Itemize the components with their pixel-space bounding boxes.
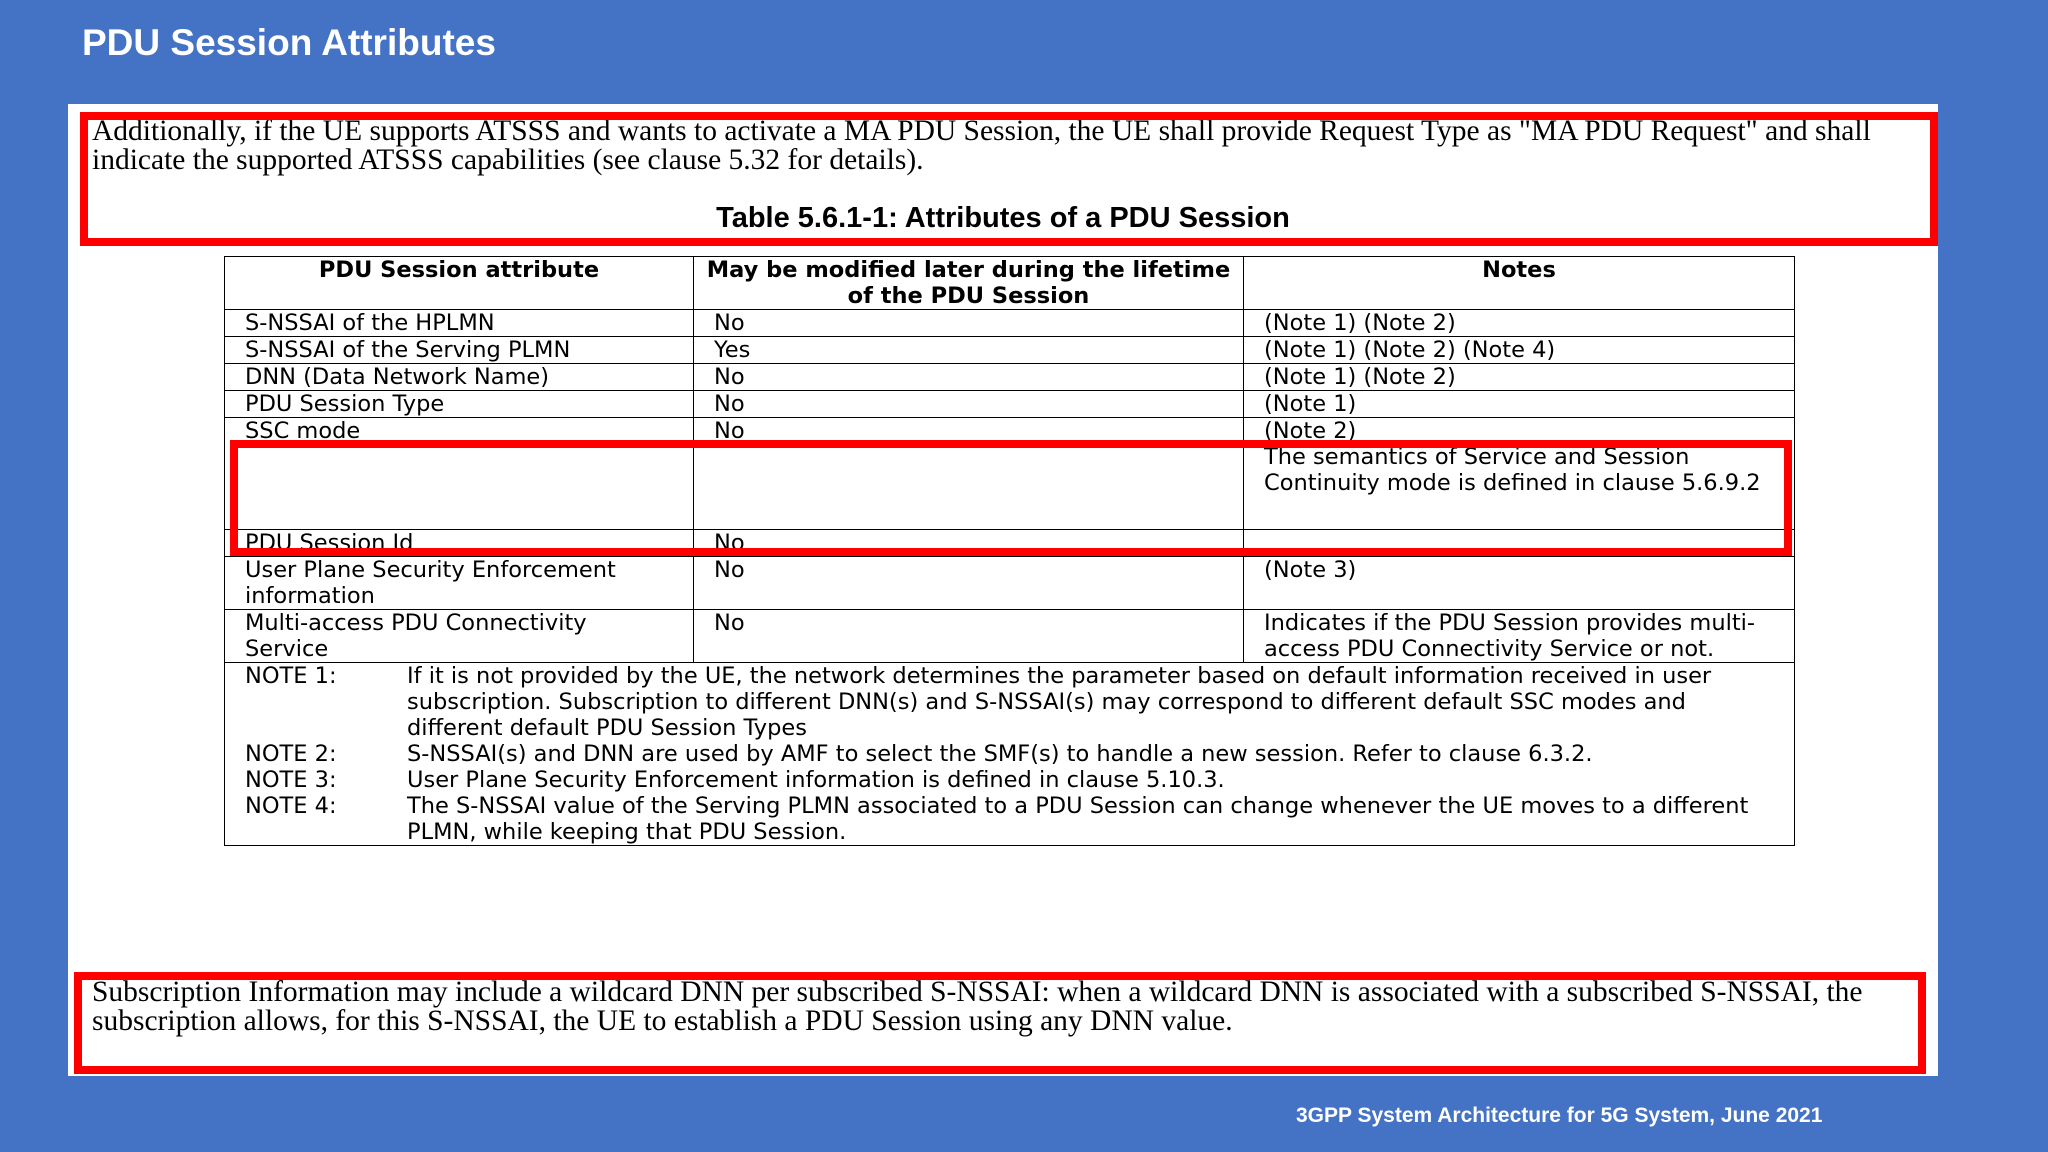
header-modifiable: May be modified later during the lifetime of the PDU Session — [694, 257, 1244, 310]
table-row — [225, 530, 1795, 557]
attribute-cell: PDU Session Id — [225, 530, 694, 557]
notes-cell: Indicates if the PDU Session provides multi-access PDU Connectivity Service or not. — [1244, 610, 1795, 663]
footnote-label: NOTE 1: — [245, 663, 337, 689]
notes-cell — [1244, 530, 1795, 557]
footnote — [245, 741, 1774, 767]
table-row — [225, 337, 1795, 364]
modifiable-cell: No — [694, 610, 1244, 663]
table-caption: Table 5.6.1-1: Attributes of a PDU Session — [716, 202, 1290, 234]
notes-cell: (Note 1) (Note 2) — [1244, 364, 1795, 391]
attribute-cell: S-NSSAI of the Serving PLMN — [225, 337, 694, 364]
table-row — [225, 557, 1795, 610]
slide-footer: 3GPP System Architecture for 5G System, June 2021 — [1296, 1104, 1823, 1127]
table-row — [225, 310, 1795, 337]
table-row — [225, 364, 1795, 391]
header-notes: Notes — [1244, 257, 1795, 310]
modifiable-cell: No — [694, 364, 1244, 391]
attributes-table — [224, 256, 1795, 846]
notes-cell: (Note 1) — [1244, 391, 1795, 418]
footnote — [245, 793, 1774, 845]
intro-paragraph: Additionally, if the UE supports ATSSS and wants to activate a MA PDU Session, the UE shall provide Request Type as "MA PDU Request" and shall indicate the supported ATSSS capabilities (see clause 5.32 for details). — [92, 115, 1871, 176]
modifiable-cell: No — [694, 557, 1244, 610]
modifiable-cell: No — [694, 310, 1244, 337]
table-row — [225, 610, 1795, 663]
modifiable-cell: No — [694, 530, 1244, 557]
notes-cell: (Note 1) (Note 2) — [1244, 310, 1795, 337]
outro-paragraph: Subscription Information may include a wildcard DNN per subscribed S-NSSAI: when a wildcard DNN is associated with a subscribed S-NSSAI, the subscription allows, for this S-NSSAI, the UE to establish a PDU Session using any DNN value. — [92, 976, 1863, 1037]
footnotes-row — [225, 663, 1795, 846]
table-row — [225, 418, 1795, 530]
slide-title: PDU Session Attributes — [82, 22, 496, 63]
footnote — [245, 767, 1774, 793]
attribute-cell: PDU Session Type — [225, 391, 694, 418]
attribute-cell: User Plane Security Enforcement information — [225, 557, 694, 610]
footnote-label: NOTE 3: — [245, 767, 337, 793]
footnote-text: S-NSSAI(s) and DNN are used by AMF to select the SMF(s) to handle a new session. Refer to clause 6.3.2. — [407, 741, 1593, 767]
document-excerpt — [68, 104, 1938, 1076]
footnote-text: User Plane Security Enforcement information is defined in clause 5.10.3. — [407, 767, 1225, 793]
footnotes-cell — [225, 663, 1795, 846]
attribute-cell: SSC mode — [225, 418, 694, 530]
notes-cell: (Note 1) (Note 2) (Note 4) — [1244, 337, 1795, 364]
notes-cell: (Note 3) — [1244, 557, 1795, 610]
table-row — [225, 391, 1795, 418]
footnote-label: NOTE 2: — [245, 741, 337, 767]
attribute-cell: DNN (Data Network Name) — [225, 364, 694, 391]
modifiable-cell: No — [694, 391, 1244, 418]
footnote-text: The S-NSSAI value of the Serving PLMN associated to a PDU Session can change whenever the UE moves to a different PLMN, while keeping that PDU Session. — [407, 793, 1749, 845]
notes-cell: (Note 2) The semantics of Service and Session Continuity mode is defined in clause 5.6.9.2 — [1244, 418, 1795, 530]
table-header-row — [225, 257, 1795, 310]
modifiable-cell: Yes — [694, 337, 1244, 364]
attribute-cell: Multi-access PDU Connectivity Service — [225, 610, 694, 663]
modifiable-cell: No — [694, 418, 1244, 530]
attribute-cell: S-NSSAI of the HPLMN — [225, 310, 694, 337]
footnote — [245, 663, 1774, 741]
header-attribute: PDU Session attribute — [225, 257, 694, 310]
footnote-text: If it is not provided by the UE, the network determines the parameter based on default information received in user subscription. Subscription to different DNN(s) and S-NSSAI(s) may correspond to different default SSC modes and different default PDU Session Types — [407, 663, 1712, 741]
footnote-label: NOTE 4: — [245, 793, 337, 819]
